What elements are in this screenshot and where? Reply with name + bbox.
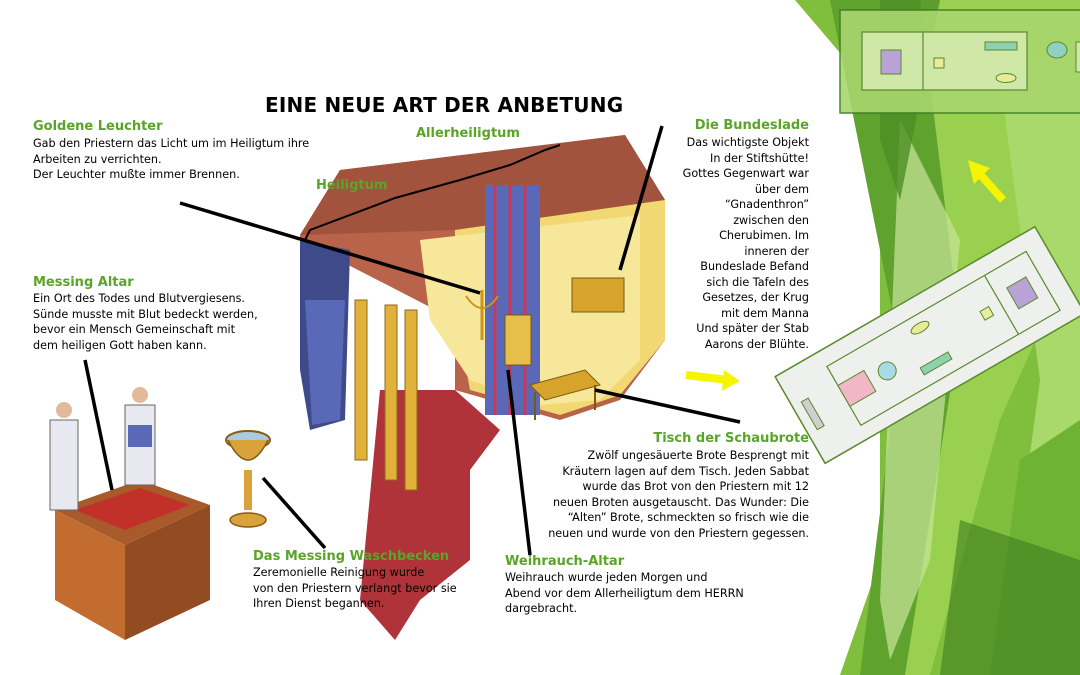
text-schaubrote — [548, 448, 809, 541]
text-line: dem heiligen Gott haben kann. — [33, 338, 207, 352]
text-line: Zwölf ungesäuerte Brote Besprengt mit — [587, 449, 809, 462]
text-line: Aarons der Blühte. — [704, 337, 809, 351]
text-line: Kräutern lagen auf dem Tisch. Jeden Sabbat — [562, 464, 809, 478]
text-line: sich die Tafeln des — [706, 275, 809, 289]
heading-leuchter: Goldene Leuchter — [33, 119, 163, 134]
text-line: bevor ein Mensch Gemeinschaft mit — [33, 323, 236, 336]
text-line: Gab den Priestern das Licht um im Heiligtum ihre — [33, 137, 310, 150]
text-line: neuen Broten ausgetauscht. Das Wunder: Die — [552, 495, 809, 509]
text-weihrauch — [505, 570, 744, 617]
text-waschbecken — [253, 565, 457, 612]
text-line: Abend vor dem Allerheiligtum dem HERRN — [505, 586, 744, 600]
text-line: dargebracht. — [505, 602, 578, 615]
text-line: Arbeiten zu verrichten. — [33, 152, 162, 166]
text-line: “Alten” Brote, schmeckten so frisch wie die — [567, 511, 809, 524]
text-leuchter — [33, 136, 309, 183]
text-line: Bundeslade Befand — [700, 260, 809, 273]
text-line: Ein Ort des Todes und Blutvergiesens. — [33, 292, 245, 305]
text-line: neuen und wurde von den Priestern gegessen. — [548, 526, 809, 540]
heading-waschbecken: Das Messing Waschbecken — [253, 549, 450, 564]
text-line: In der Stiftshütte! — [710, 151, 809, 165]
text-line: Gottes Gegenwart war — [682, 167, 809, 180]
heading-weihrauch: Weihrauch-Altar — [505, 554, 625, 569]
page-title: EINE NEUE ART DER ANBETUNG — [265, 93, 624, 117]
text-line: zwischen den — [733, 213, 809, 227]
label-heiligtum: Heiligtum — [316, 178, 388, 193]
heading-schaubrote: Tisch der Schaubrote — [653, 431, 809, 446]
text-line: Weihrauch wurde jeden Morgen und — [505, 571, 708, 584]
text-line: Das wichtigste Objekt — [686, 136, 809, 149]
text-line: “Gnadenthron” — [724, 198, 809, 211]
label-allerheiligtum: Allerheiligtum — [416, 126, 520, 141]
text-line: Der Leuchter mußte immer Brennen. — [33, 168, 240, 181]
text-line: Gesetzes, der Krug — [702, 291, 809, 304]
text-line: Cherubimen. Im — [719, 229, 809, 242]
text-line: inneren der — [744, 244, 809, 258]
text-line: von den Priestern verlangt bevor sie — [253, 581, 457, 595]
text-bundeslade — [683, 135, 809, 352]
text-line: Und später der Stab — [696, 322, 809, 335]
text-line: über dem — [754, 182, 809, 196]
text-line: Sünde musste mit Blut bedeckt werden, — [33, 307, 258, 321]
text-altar — [33, 291, 258, 353]
floor-plan-top — [840, 10, 1080, 113]
text-line: Ihren Dienst begannen. — [253, 597, 385, 610]
text-line: mit dem Manna — [721, 306, 809, 320]
heading-altar: Messing Altar — [33, 275, 134, 290]
text-line: wurde das Brot von den Priestern mit 12 — [582, 480, 809, 493]
heading-bundeslade: Die Bundeslade — [694, 118, 809, 133]
text-line: Zeremonielle Reinigung wurde — [253, 566, 425, 579]
